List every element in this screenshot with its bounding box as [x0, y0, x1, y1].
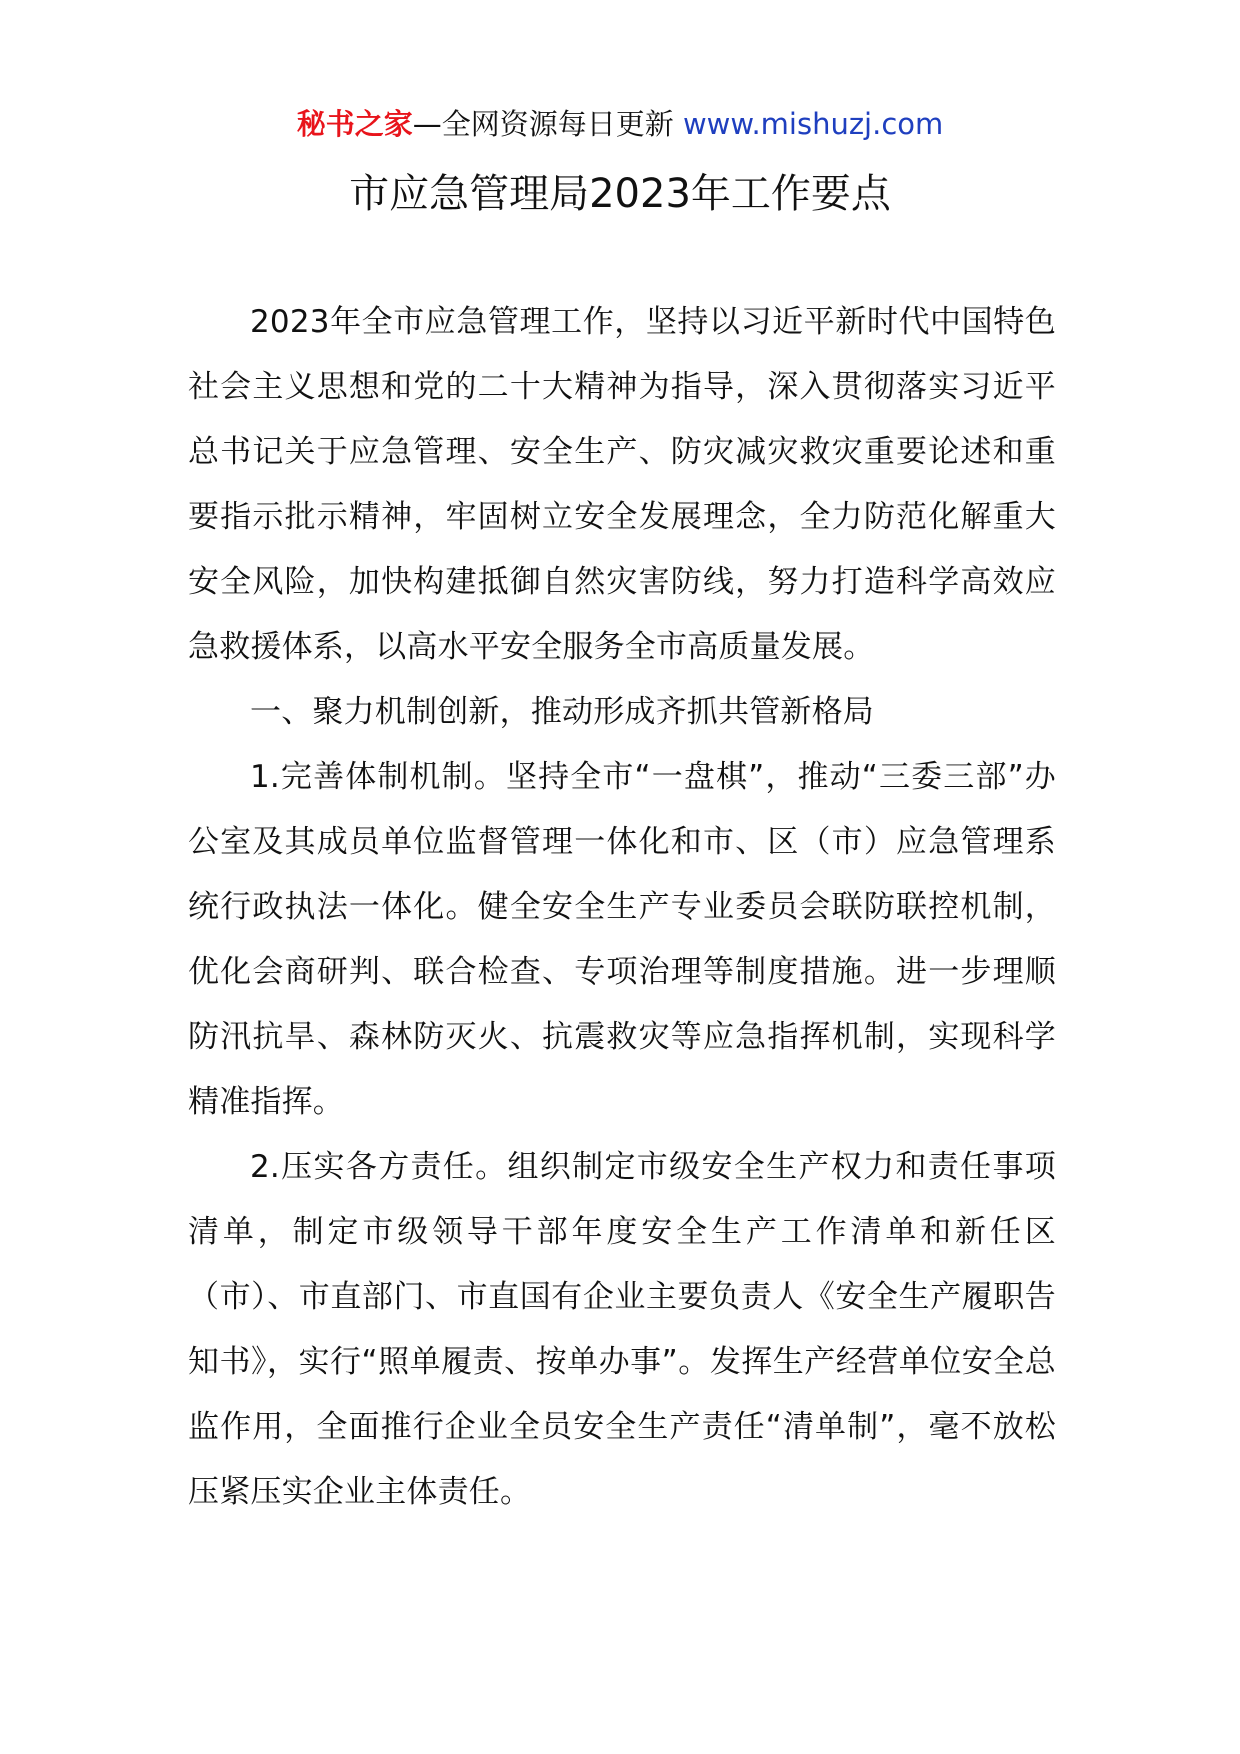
paragraph-item-2: 2.压实各方责任。组织制定市级安全生产权力和责任事项清单，制定市级领导干部年度安全生产工作清单和新任区（市）、市直部门、市直国有企业主要负责人《安全生产履职告知书》，实行“照单履责、按单办事”。发挥生产经营单位安全总监作用，全面推行企业全员安全生产责任“清单制”，毫不放松压紧压实企业主体责任。	[188, 1149, 1056, 1510]
paragraph-item-1: 1.完善体制机制。坚持全市“一盘棋”，推动“三委三部”办公室及其成员单位监督管理一体化和市、区（市）应急管理系统行政执法一体化。健全安全生产专业委员会联防联控机制，优化会商研判、联合检查、专项治理等制度措施。进一步理顺防汛抗旱、森林防灭火、抗震救灾等应急指挥机制，实现科学精准指挥。	[188, 759, 1056, 1120]
watermark-url: www.mishuzj.com	[682, 107, 944, 141]
document-title: 市应急管理局2023年工作要点	[349, 171, 891, 217]
site-watermark	[0, 104, 1240, 144]
paragraph-intro: 2023年全市应急管理工作，坚持以习近平新时代中国特色社会主义思想和党的二十大精神为指导，深入贯彻落实习近平总书记关于应急管理、安全生产、防灾减灾救灾重要论述和重要指示批示精神，牢固树立安全发展理念，全力防范化解重大安全风险，加快构建抵御自然灾害防线，努力打造科学高效应急救援体系，以高水平安全服务全市高质量发展。	[188, 304, 1056, 665]
watermark-brand: 秘书之家	[296, 107, 413, 141]
section-heading-1: 一、聚力机制创新，推动形成齐抓共管新格局	[250, 694, 874, 730]
watermark-tagline: —全网资源每日更新	[412, 107, 683, 141]
document-body	[188, 290, 1056, 1525]
